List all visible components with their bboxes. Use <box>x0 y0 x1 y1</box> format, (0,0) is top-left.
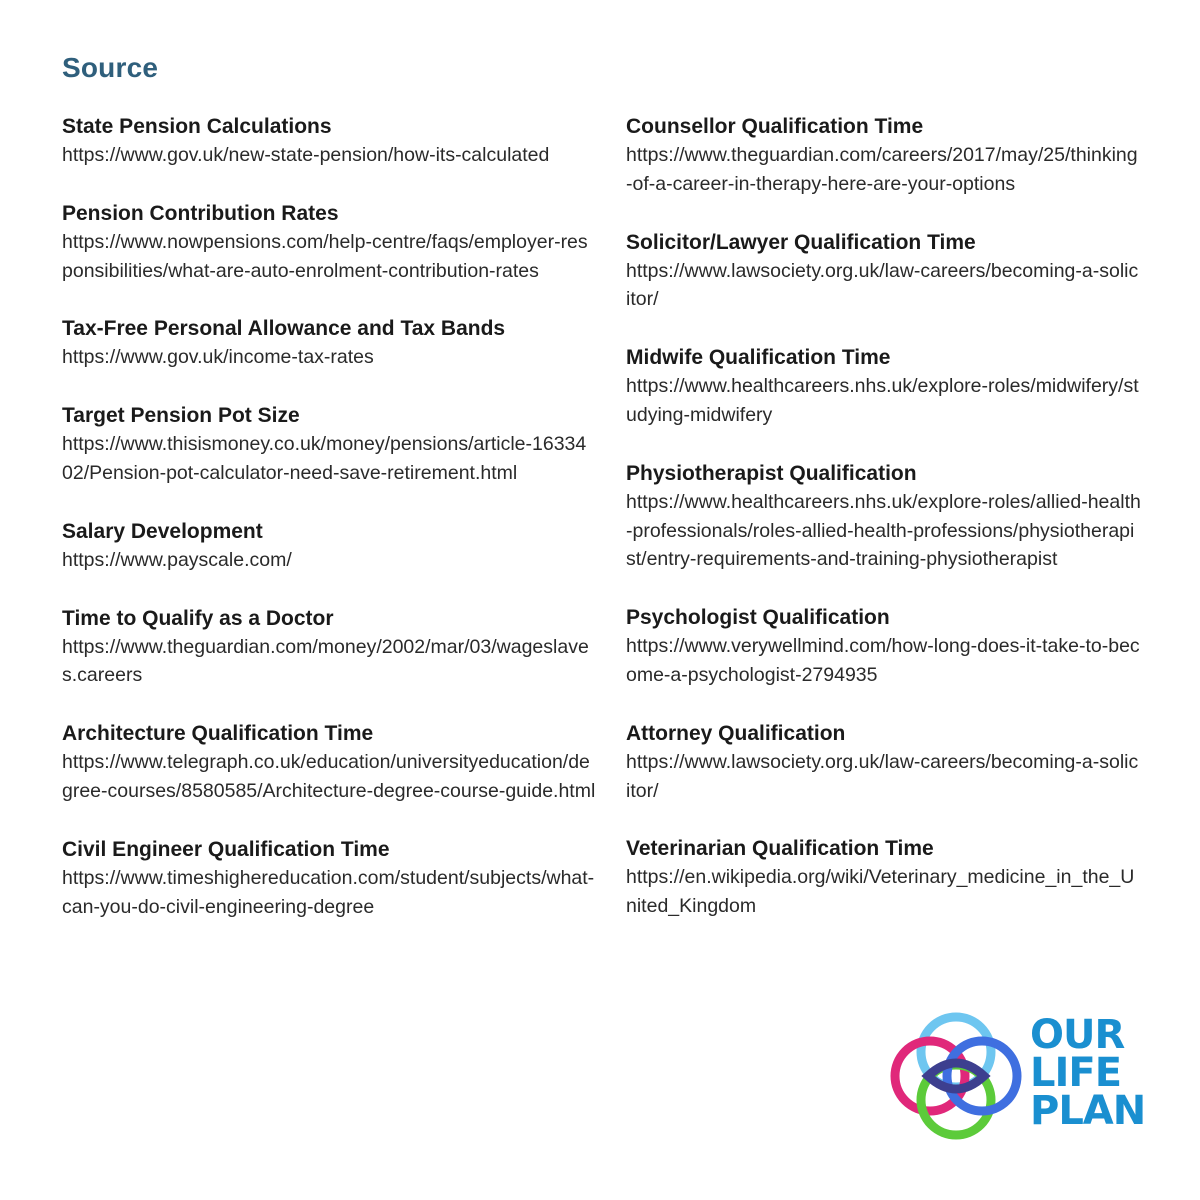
source-title: State Pension Calculations <box>62 115 332 138</box>
source-entry <box>62 835 597 922</box>
logo-word: OUR <box>1030 1012 1125 1058</box>
source-entry <box>626 834 1141 921</box>
source-url[interactable]: https://www.theguardian.com/careers/2017/may/25/thinking-of-a-career-in-therapy-here-are-your-options <box>626 144 1138 195</box>
source-title: Veterinarian Qualification Time <box>626 837 934 861</box>
source-url[interactable]: https://www.nowpensions.com/help-centre/faqs/employer-responsibilities/what-are-auto-enrolment-contribution-rates <box>62 230 588 282</box>
page-title: Source <box>62 52 159 83</box>
logo-wordmark <box>1030 1012 1146 1134</box>
source-url[interactable]: https://www.timeshighereducation.com/student/subjects/what-can-you-do-civil-engineering-degree <box>62 866 595 918</box>
sources-column-right <box>626 112 1141 950</box>
source-entry <box>62 199 597 286</box>
source-url[interactable]: https://www.lawsociety.org.uk/law-careers/becoming-a-solicitor/ <box>626 259 1139 311</box>
source-entry <box>626 112 1141 199</box>
source-entry <box>62 604 597 691</box>
source-url[interactable]: https://www.payscale.com/ <box>62 548 292 571</box>
source-url[interactable]: https://en.wikipedia.org/wiki/Veterinary_medicine_in_the_United_Kingdom <box>626 866 1135 918</box>
source-url[interactable]: https://www.telegraph.co.uk/education/universityeducation/degree-courses/8580585/Architecture-degree-course-guide.html <box>62 751 596 802</box>
source-url[interactable]: https://www.healthcareers.nhs.uk/explore-roles/allied-health-professionals/roles-allied-health-professions/physiotherapist/entry-requirements-and-training-physiotherapist <box>626 490 1141 571</box>
logo-word: LIFE <box>1030 1050 1122 1096</box>
source-title: Counsellor Qualification Time <box>626 115 924 138</box>
logo-word: PLAN <box>1030 1088 1146 1134</box>
source-title: Attorney Qualification <box>626 721 846 745</box>
source-url[interactable]: https://www.lawsociety.org.uk/law-careers/becoming-a-solicitor/ <box>626 750 1139 802</box>
source-entry <box>626 719 1141 806</box>
source-url[interactable]: https://www.thisismoney.co.uk/money/pensions/article-1633402/Pension-pot-calculator-need-save-retirement.html <box>62 433 587 484</box>
source-entry <box>62 314 597 372</box>
our-life-plan-logo <box>890 1010 1145 1145</box>
source-url[interactable]: https://www.gov.uk/income-tax-rates <box>62 346 374 369</box>
source-title: Pension Contribution Rates <box>62 201 339 225</box>
source-entry <box>62 517 597 575</box>
source-entry <box>626 343 1141 430</box>
source-url[interactable]: https://www.healthcareers.nhs.uk/explore-roles/midwifery/studying-midwifery <box>626 375 1139 426</box>
source-title: Midwife Qualification Time <box>626 346 891 370</box>
source-title: Physiotherapist Qualification <box>626 461 917 485</box>
source-url[interactable]: https://www.verywellmind.com/how-long-does-it-take-to-become-a-psychologist-2794935 <box>626 635 1140 686</box>
source-title: Target Pension Pot Size <box>62 404 300 428</box>
source-title: Architecture Qualification Time <box>62 722 374 746</box>
source-title: Tax-Free Personal Allowance and Tax Bands <box>62 317 506 341</box>
source-url[interactable]: https://www.theguardian.com/money/2002/mar/03/wageslaves.careers <box>62 635 589 687</box>
source-title: Psychologist Qualification <box>626 606 890 630</box>
source-title: Civil Engineer Qualification Time <box>62 837 390 861</box>
source-title: Salary Development <box>62 519 263 543</box>
source-entry <box>626 459 1141 574</box>
source-title: Solicitor/Lawyer Qualification Time <box>626 230 976 254</box>
source-entry <box>62 112 597 170</box>
sources-column-left <box>62 112 597 950</box>
source-entry <box>626 603 1141 690</box>
interlocking-rings-icon <box>890 1010 1022 1142</box>
source-title: Time to Qualify as a Doctor <box>62 606 334 630</box>
source-url[interactable]: https://www.gov.uk/new-state-pension/how-its-calculated <box>62 144 550 166</box>
source-entry <box>62 719 597 806</box>
source-entry <box>626 228 1141 315</box>
source-entry <box>62 401 597 488</box>
